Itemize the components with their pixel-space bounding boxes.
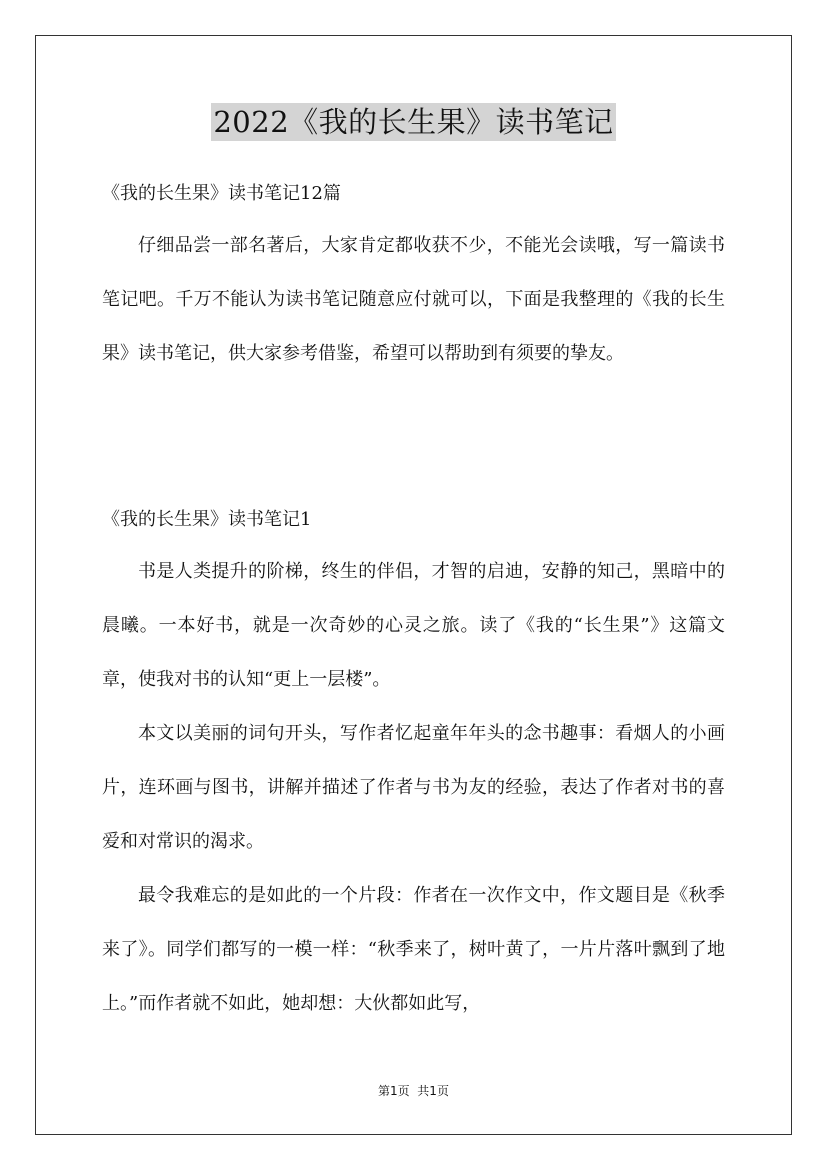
document-title: 2022《我的长生果》读书笔记 [213,105,614,139]
body-paragraph-1: 书是人类提升的阶梯，终生的伴侣，才智的启迪，安静的知己，黑暗中的晨曦。一本好书，就是一次奇妙的心灵之旅。读了《我的“长生果”》这篇文章，使我对书的认知“更上一层楼”。 [102,561,725,690]
body-paragraph-3: 最令我难忘的是如此的一个片段：作者在一次作文中，作文题目是《秋季来了》。同学们都写的一模一样：“秋季来了，树叶黄了，一片片落叶飘到了地上。”而作者就不如此，她却想：大伙都如此写， [102,885,725,1014]
page-number-footer: 第1页 共1页 [378,1084,449,1098]
intro-paragraph: 仔细品尝一部名著后，大家肯定都收获不少，不能光会读哦，写一篇读书笔记吧。千万不能认为读书笔记随意应付就可以，下面是我整理的《我的长生果》读书笔记，供大家参考借鉴，希望可以帮助到有须要的挚友。 [102,235,725,364]
section-heading: 《我的长生果》读书笔记1 [102,509,312,530]
document-subtitle: 《我的长生果》读书笔记12篇 [102,183,341,204]
title-container [0,103,827,141]
body-paragraph-2: 本文以美丽的词句开头，写作者忆起童年年头的念书趣事：看烟人的小画片，连环画与图书，讲解并描述了作者与书为友的经验，表达了作者对书的喜爱和对常识的渴求。 [102,723,725,852]
